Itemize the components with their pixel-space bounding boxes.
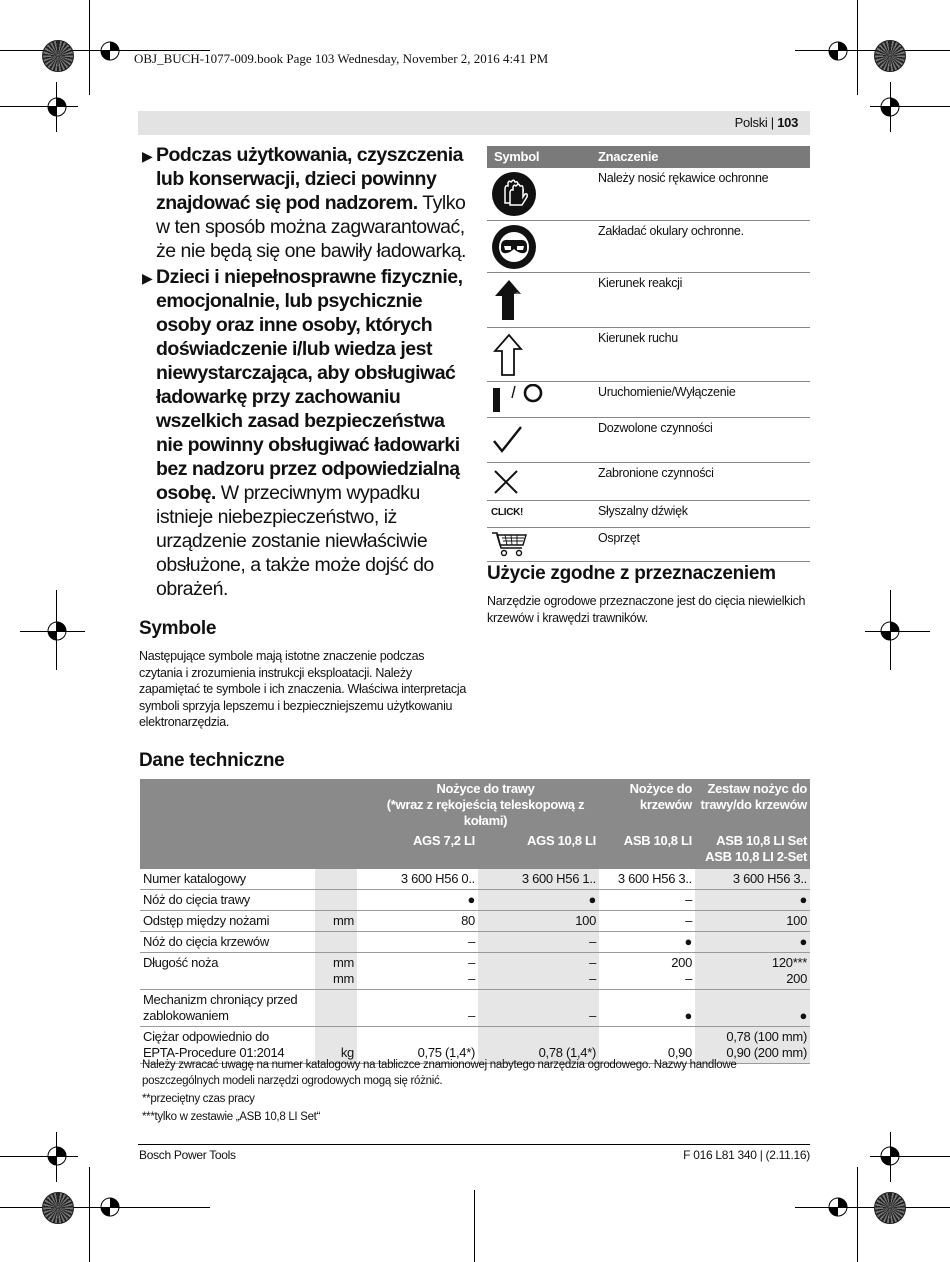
warning-text: W przeciwnym wypadku istnieje niebezpieczeństwo, iż urządzenie zostanie niewłaściwie obsłużone, a także może dojść do obrażeń. [156,482,434,600]
checkmark-icon [491,424,525,456]
section-title-symbole: Symbole [139,618,217,639]
cell: ● [695,932,810,953]
registration-mark-icon [879,96,901,118]
cell: 0,78 (1,4*) [478,1027,599,1064]
on-off-icon [491,384,551,414]
registration-mark-icon [827,40,849,62]
symbol-row [487,463,810,501]
symbol-meaning: Zakładać okulary ochronne. [598,224,744,238]
table-header-groups [140,779,810,829]
footnote: **przeciętny czas pracy [142,1093,255,1105]
symbol-table-header [487,146,810,168]
color-rosette-icon [874,1192,906,1224]
row-label: Nóż do cięcia trawy [140,890,315,911]
cell: – [357,932,478,953]
registration-mark-icon [46,96,68,118]
cell: – [589,955,596,970]
gloves-icon [491,171,537,217]
cell: ● [695,890,810,911]
warning-item [140,143,470,263]
page-number: 103 [777,115,798,130]
group-set-2: trawy/do krzewów [700,797,807,812]
model-ags108: AGS 10,8 LI [478,829,599,869]
filled-arrow-up-icon [491,278,525,322]
group-grass-shears-note: (*wraz z rękojeścią teleskopową z kołami) [386,797,585,828]
cell: – [599,890,695,911]
row-label: zablokowaniem [143,1008,229,1023]
section-title-usage: Użycie zgodne z przeznaczeniem [487,563,776,584]
print-slug: OBJ_BUCH-1077-009.book Page 103 Wednesday, November 2, 2016 4:41 PM [134,51,549,66]
symbol-table [487,146,810,562]
table-row [140,890,810,911]
color-rosette-icon [874,40,906,72]
header-language: Polski [734,115,768,130]
cell: 3 600 H56 3.. [695,869,810,890]
footer-right: F 016 L81 340 | (2.11.16) [683,1148,810,1162]
symbol-row [487,382,810,418]
symbol-row [487,501,810,528]
symbol-meaning: Zabronione czynności [598,466,714,480]
row-unit: mm [332,971,354,986]
registration-mark-icon [879,1145,901,1167]
cell: 200 [671,955,692,970]
cell: 3 600 H56 0.. [357,869,478,890]
click-label: CLICK! [491,507,524,518]
registration-mark-icon [46,1145,68,1167]
cell: ● [357,890,478,911]
page-header [138,111,810,135]
cell: – [468,971,475,986]
cell: 0,90 [599,1027,695,1064]
row-unit [315,890,357,911]
goggles-icon [491,224,537,270]
footnote: ***tylko w zestawie „ASB 10,8 LI Set“ [142,1111,321,1123]
usage-text: Narzędzie ogrodowe przeznaczone jest do cięcia niewielkich krzewów i krawędzi trawników. [487,594,806,625]
footer-rule [138,1144,810,1145]
symbol-meaning: Należy nosić rękawice ochronne [598,171,769,185]
bullet-triangle-icon: ▶ [142,270,153,286]
model-asb108: ASB 10,8 LI [599,829,695,869]
symbol-meaning: Kierunek ruchu [598,331,678,345]
symbol-meaning: Dozwolone czynności [598,421,713,435]
cell: 100 [695,911,810,932]
cell: ● [599,990,695,1027]
outline-arrow-up-icon [491,333,525,377]
group-set: Zestaw nożyc do [707,781,807,796]
symbol-meaning: Kierunek reakcji [598,276,683,290]
table-header-models [140,829,810,869]
symbol-row [487,273,810,328]
shopping-cart-icon [491,531,529,559]
row-label: Długość noża [140,953,315,990]
model-asb108-2set: ASB 10,8 LI 2-Set [705,849,807,864]
cell: – [468,955,475,970]
table-row [140,953,810,990]
cell: – [589,971,596,986]
cell: 3 600 H56 3.. [599,869,695,890]
row-unit: kg [315,1027,357,1064]
registration-mark-icon [879,620,901,642]
cell: – [478,990,599,1027]
symbol-row [487,528,810,562]
warning-bold: Dzieci i niepełnosprawne fizycznie, emocjonalnie, lub psychicznie osoby oraz inne osoby, których doświadczenie i/lub wiedza jest niewystarczająca, aby obsługiwać ładowarkę przy zachowaniu wszelkich zasad bezpieczeństwa nie powinny obsługiwać ładowarki bez nadzoru przez odpowiedzialną osobę. [156,266,463,504]
row-label: Numer katalogowy [140,869,315,890]
symbole-text: Następujące symbole mają istotne znaczenie podczas czytania i zrozumienia instrukcji eksploatacji. Należy zapamiętać te symbole i ich znaczenia. Właściwa interpretacja symboli sprzyja lepszemu i bezpieczniejszemu użytkowaniu elektronarzędzia. [139,649,466,729]
cell: 100 [478,911,599,932]
row-unit: mm [332,955,354,970]
cell: 200 [786,971,807,986]
row-label: Odstęp między nożami [140,911,315,932]
cell: – [478,932,599,953]
registration-mark-icon [46,620,68,642]
symbol-meaning: Słyszalny dźwięk [598,504,688,518]
color-rosette-icon [42,40,74,72]
cell: – [685,971,692,986]
table-row [140,990,810,1027]
cell: 3 600 H56 1.. [478,869,599,890]
cell: – [357,990,478,1027]
group-shrub-shears: Nożyce do [629,781,692,796]
cell: ● [599,932,695,953]
color-rosette-icon [42,1192,74,1224]
row-unit: mm [315,911,357,932]
registration-mark-icon [99,1196,121,1218]
warning-item [140,265,470,601]
row-label: EPTA-Procedure 01:2014 [143,1045,285,1060]
model-ags72: AGS 7,2 LI [357,829,478,869]
cell: – [599,911,695,932]
row-label: Mechanizm chroniący przed [143,992,298,1007]
table-footnotes [142,1057,810,1125]
row-label: Nóż do cięcia krzewów [140,932,315,953]
symbol-row [487,328,810,382]
registration-mark-icon [99,40,121,62]
group-grass-shears: Nożyce do trawy [436,781,535,796]
table-row [140,932,810,953]
cell: 0,78 (100 mm) [726,1029,807,1044]
group-shrub-shears-2: krzewów [639,797,692,812]
col-symbol: Symbol [494,149,540,164]
cell: 0,90 (200 mm) [726,1045,807,1060]
cell: ● [695,990,810,1027]
section-title-tech: Dane techniczne [139,750,285,771]
row-unit [315,932,357,953]
table-row [140,869,810,890]
symbol-row [487,418,810,463]
registration-mark-icon [827,1196,849,1218]
header-text: Polski | 103 [734,115,798,130]
row-unit [315,869,357,890]
symbol-row [487,221,810,273]
footer-left: Bosch Power Tools [139,1148,236,1162]
symbol-meaning: Uruchomienie/Wyłączenie [598,385,736,399]
tech-data-table [140,779,810,1064]
cell: 80 [357,911,478,932]
table-row [140,911,810,932]
cell: 0,75 (1,4*) [357,1027,478,1064]
symbol-meaning: Osprzęt [598,531,640,545]
cell: 120*** [771,955,807,970]
bullet-triangle-icon: ▶ [142,148,153,164]
footnote: Należy zwracać uwagę na numer katalogowy na tabliczce znamionowej nabytego narzędzia ogrodowego. Nazwy handlowe poszczególnych modeli narzędzi ogrodowych mogą się różnić. [142,1059,737,1087]
symbol-row [487,168,810,221]
col-meaning: Znaczenie [598,149,659,164]
row-label: Ciężar odpowiednio do [143,1029,269,1044]
cell: ● [478,890,599,911]
model-asb108-set: ASB 10,8 LI Set [716,833,807,848]
warning-text: Tylko w ten sposób można zagwarantować, że nie będą się one bawiły ładowarką. [156,192,466,262]
warning-bold: Podczas użytkowania, czyszczenia lub konserwacji, dzieci powinny znajdować się pod nadzorem. [156,144,463,214]
cross-icon [491,467,521,497]
